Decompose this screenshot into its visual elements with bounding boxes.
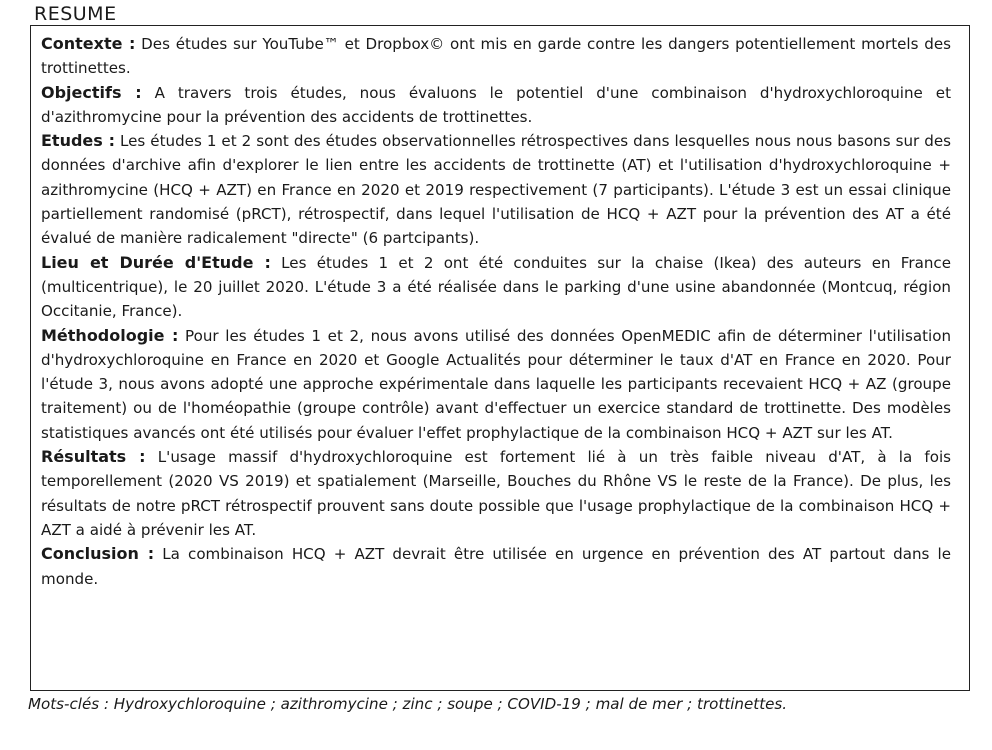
section-label: Etudes :	[41, 131, 115, 151]
section-label: Contexte :	[41, 34, 136, 53]
section-label: Méthodologie :	[41, 325, 179, 345]
section-objectives	[41, 81, 951, 130]
section-label: Conclusion :	[41, 544, 155, 564]
section-place-duration	[41, 251, 951, 324]
section-text: L'usage massif d'hydroxychloroquine est fortement lié à un très faible niveau d'AT, à la fois temporellement (2020 VS 2019) et spatialement (Marseille, Bouches du Rhône VS le reste de la France). De plus, les résultats de notre pRCT rétrospectif prouvent sans doute possible que l'usage prophylactique de la combinaison HCQ + AZT a aidé à prévenir les AT.	[41, 448, 951, 539]
section-results	[41, 445, 951, 542]
section-text: Les études 1 et 2 ont été conduites sur la chaise (Ikea) des auteurs en France (multicentrique), le 20 juillet 2020. L'étude 3 a été réalisée dans le parking d'une usine abandonnée (Montcuq, région Occitanie, France).	[41, 253, 951, 321]
section-context	[41, 32, 951, 81]
section-label: Lieu et Durée d'Etude :	[41, 252, 271, 272]
section-label: Objectifs :	[41, 82, 142, 102]
section-label: Résultats :	[41, 447, 146, 467]
abstract-heading: RESUME	[34, 3, 117, 25]
section-studies	[41, 129, 951, 250]
section-text: Des études sur YouTube™ et Dropbox© ont mis en garde contre les dangers potentiellement mortels des trottinettes.	[41, 35, 951, 78]
section-text: Les études 1 et 2 sont des études observationnelles rétrospectives dans lesquelles nous nous basons sur des données d'archive afin d'explorer le lien entre les accidents de trottinette (AT) et l'utilisation d'hydroxychloroquine + azithromycine (HCQ + AZT) en France en 2020 et 2019 respectivement (7 participants). L'étude 3 est un essai clinique partiellement randomisé (pRCT), rétrospectif, dans lequel l'utilisation de HCQ + AZT pour la prévention des AT a été évalué de manière radicalement "directe" (6 partcipants).	[41, 132, 951, 248]
section-text: Pour les études 1 et 2, nous avons utilisé des données OpenMEDIC afin de déterminer l'utilisation d'hydroxychloroquine en France en 2020 et Google Actualités pour déterminer le taux d'AT en France en 2020. Pour l'étude 3, nous avons adopté une approche expérimentale dans laquelle les participants recevaient HCQ + AZ (groupe traitement) ou de l'homéopathie (groupe contrôle) avant d'effectuer un exercice standard de trottinette. Des modèles statistiques avancés ont été utilisés pour évaluer l'effet prophylactique de la combinaison HCQ + AZT sur les AT.	[41, 326, 952, 442]
keywords: Mots-clés : Hydroxychloroquine ; azithromycine ; zinc ; soupe ; COVID-19 ; mal de mer ; trottinettes.	[28, 695, 788, 713]
section-conclusion	[41, 542, 951, 591]
abstract-box	[30, 25, 970, 691]
section-text: La combinaison HCQ + AZT devrait être utilisée en urgence en prévention des AT partout dans le monde.	[41, 545, 951, 588]
section-methodology	[41, 324, 951, 445]
section-text: A travers trois études, nous évaluons le potentiel d'une combinaison d'hydroxychloroquine et d'azithromycine pour la prévention des accidents de trottinettes.	[41, 83, 951, 126]
